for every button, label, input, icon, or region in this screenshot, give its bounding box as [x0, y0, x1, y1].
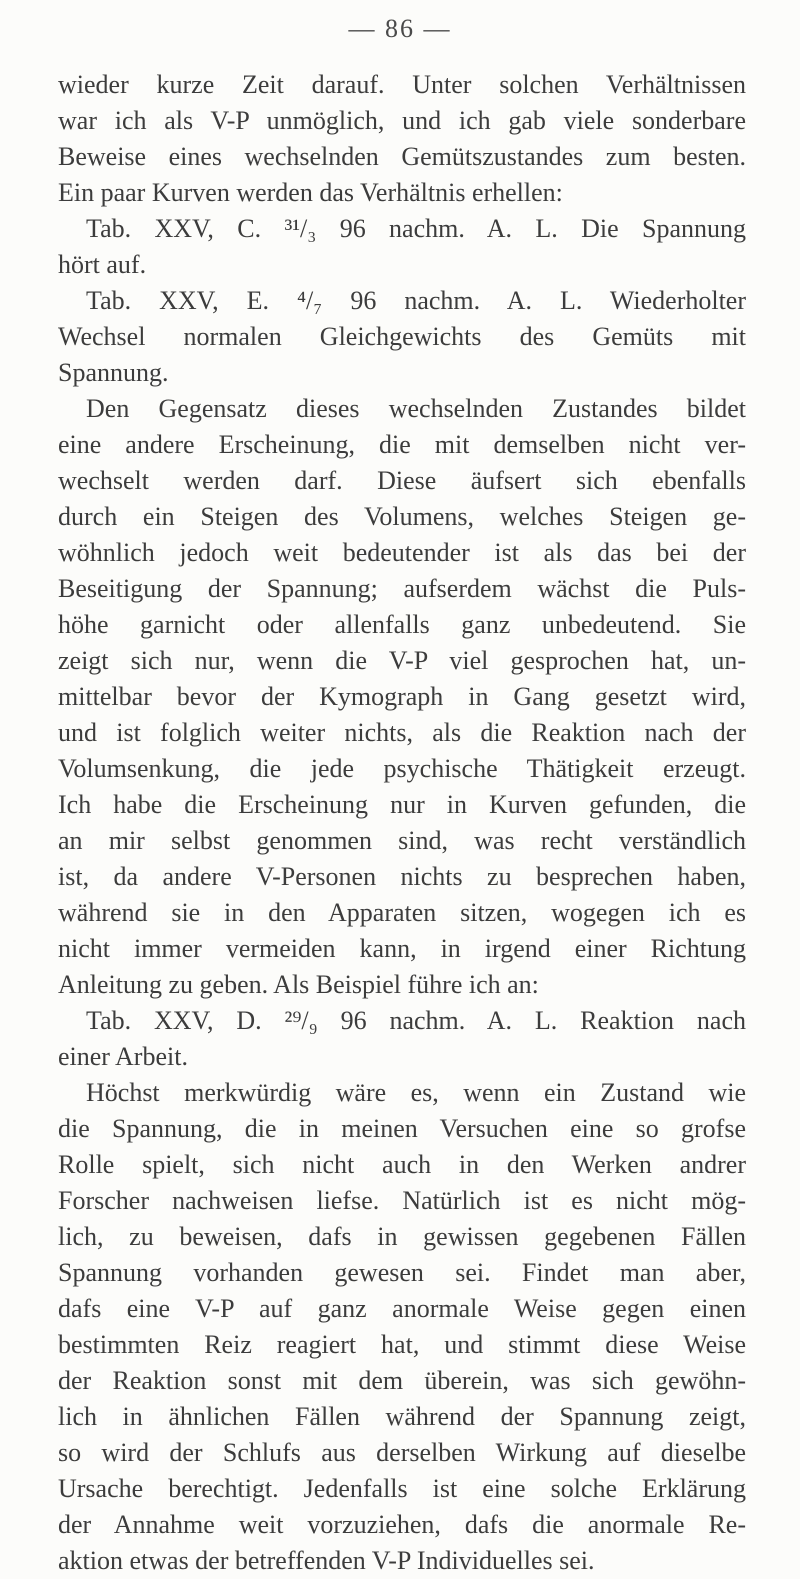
text-line: der Annahme weit vorzuziehen, dafs die anormale Re- — [58, 1510, 746, 1539]
text-line: Den Gegensatz dieses wechselnden Zustandes bildet — [86, 394, 746, 423]
text-line: dafs eine V-P auf ganz anormale Weise gegen einen — [58, 1294, 746, 1323]
text-line: wöhnlich jedoch weit bedeutender ist als das bei der — [58, 538, 746, 567]
text-line: nicht immer vermeiden kann, in irgend einer Richtung — [58, 934, 746, 963]
text-line: Wechsel normalen Gleichgewichts des Gemüts mit — [58, 322, 746, 351]
text-line: Spannung. — [58, 358, 169, 387]
text-line: Forscher nachweisen liefse. Natürlich ist es nicht mög- — [58, 1186, 746, 1215]
text-line: wechselt werden darf. Diese äufsert sich ebenfalls — [58, 466, 746, 495]
text-line: und ist folglich weiter nichts, als die Reaktion nach der — [58, 718, 746, 747]
body-text — [58, 67, 746, 1579]
text-line: Tab. XXV, C. ³¹/₃ 96 nachm. A. L. Die Spannung — [86, 214, 746, 243]
text-line: Tab. XXV, D. ²⁹/₉ 96 nachm. A. L. Reaktion nach — [86, 1006, 746, 1035]
text-line: ist, da andere V-Personen nichts zu besprechen haben, — [58, 862, 746, 891]
text-line: wieder kurze Zeit darauf. Unter solchen Verhältnissen — [58, 70, 746, 99]
text-line: durch ein Steigen des Volumens, welches Steigen ge- — [58, 502, 746, 531]
text-line: lich in ähnlichen Fällen während der Spannung zeigt, — [58, 1402, 746, 1431]
text-line: Anleitung zu geben. Als Beispiel führe ich an: — [58, 970, 539, 999]
text-line: Tab. XXV, E. ⁴/₇ 96 nachm. A. L. Wiederholter — [86, 286, 746, 315]
page-number: — 86 — — [348, 14, 452, 43]
text-line: lich, zu beweisen, dafs in gewissen gegebenen Fällen — [58, 1222, 746, 1251]
text-line: eine andere Erscheinung, die mit demselben nicht ver- — [58, 430, 746, 459]
text-line: der Reaktion sonst mit dem überein, was sich gewöhn- — [58, 1366, 746, 1395]
text-line: Ein paar Kurven werden das Verhältnis erhellen: — [58, 178, 563, 207]
text-line: bestimmten Reiz reagiert hat, und stimmt diese Weise — [58, 1330, 746, 1359]
text-line: die Spannung, die in meinen Versuchen eine so grofse — [58, 1114, 746, 1143]
text-line: mittelbar bevor der Kymograph in Gang gesetzt wird, — [58, 682, 746, 711]
text-line: Höchst merkwürdig wäre es, wenn ein Zustand wie — [86, 1078, 746, 1107]
text-line: hört auf. — [58, 250, 147, 279]
text-line: höhe garnicht oder allenfalls ganz unbedeutend. Sie — [58, 610, 746, 639]
text-line: war ich als V-P unmöglich, und ich gab viele sonderbare — [58, 106, 746, 135]
text-line: aktion etwas der betreffenden V-P Individuelles sei. — [58, 1546, 595, 1575]
text-line: Volumsenkung, die jede psychische Thätigkeit erzeugt. — [58, 754, 746, 783]
text-line: Ich habe die Erscheinung nur in Kurven gefunden, die — [58, 790, 746, 819]
text-line: während sie in den Apparaten sitzen, wogegen ich es — [58, 898, 746, 927]
text-line: an mir selbst genommen sind, was recht verständlich — [58, 826, 746, 855]
text-line: Spannung vorhanden gewesen sei. Findet man aber, — [58, 1258, 746, 1287]
text-line: Beseitigung der Spannung; aufserdem wächst die Puls- — [58, 574, 746, 603]
text-line: Ursache berechtigt. Jedenfalls ist eine solche Erklärung — [58, 1474, 746, 1503]
text-line: Beweise eines wechselnden Gemütszustandes zum besten. — [58, 142, 746, 171]
text-line: so wird der Schlufs aus derselben Wirkung auf dieselbe — [58, 1438, 746, 1467]
text-line: einer Arbeit. — [58, 1042, 188, 1071]
text-line: Rolle spielt, sich nicht auch in den Werken andrer — [58, 1150, 746, 1179]
text-line: zeigt sich nur, wenn die V-P viel gesprochen hat, un- — [58, 646, 746, 675]
